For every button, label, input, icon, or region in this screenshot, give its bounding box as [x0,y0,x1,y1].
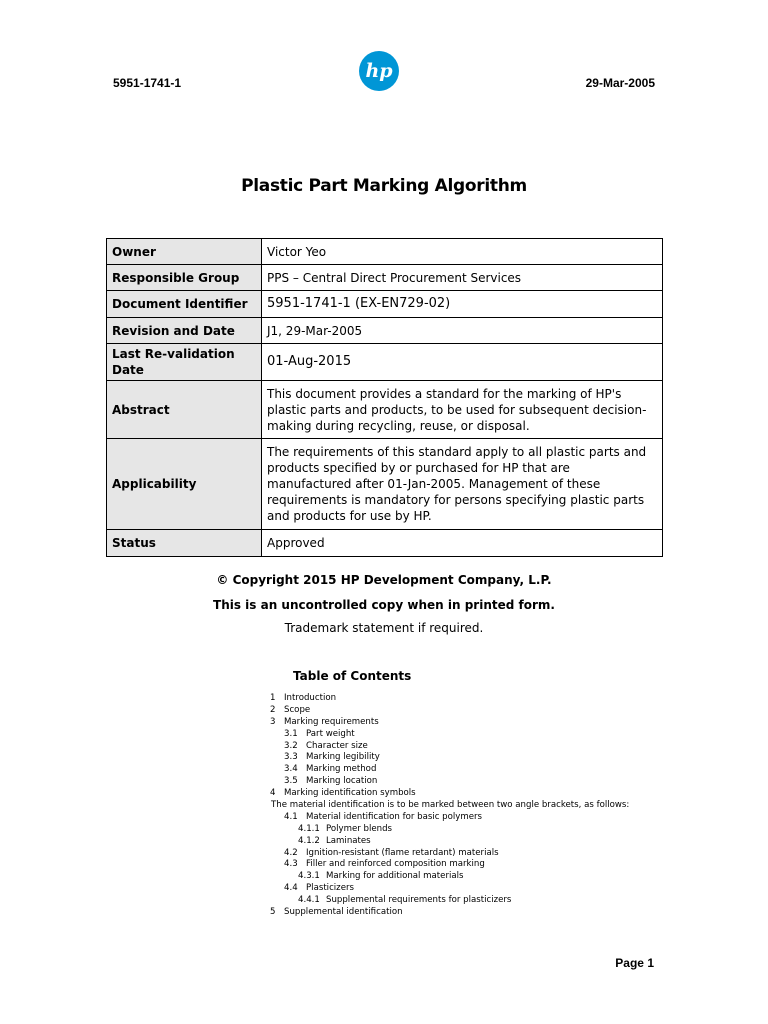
toc-item-number: 5 [270,907,276,918]
row-label: Abstract [107,381,262,439]
toc-item[interactable] [270,788,629,800]
toc-item[interactable] [270,729,629,741]
page-title: Plastic Part Marking Algorithm [241,176,527,196]
document-metadata-table [106,238,663,557]
table-row [107,265,663,291]
table-row [107,381,663,439]
toc-item[interactable] [270,859,629,871]
trademark-statement: Trademark statement if required. [284,621,484,635]
toc-title: Table of Contents [293,669,412,683]
row-label: Applicability [107,439,262,530]
table-row [107,291,663,318]
toc-item[interactable] [270,693,629,705]
toc-item-label: Supplemental requirements for plasticizers [326,895,512,906]
toc-item-label: Material identification for basic polymers [306,811,483,822]
toc-item-number: 4 [270,788,276,799]
row-value: Victor Yeo [262,239,663,265]
toc-item-number: 4.1.1 [298,823,320,834]
page-number: Page 1 [615,956,654,970]
row-value: 5951-1741-1 (EX-EN729-02) [262,291,663,318]
toc-item[interactable] [270,871,629,883]
document-date: 29-Mar-2005 [585,76,655,90]
toc-item[interactable] [270,717,629,729]
toc-item[interactable] [270,883,629,895]
row-value: 01-Aug-2015 [262,344,663,381]
toc-item[interactable] [270,836,629,848]
toc-item-number: 4.1 [284,811,298,822]
row-value: This document provides a standard for the marking of HP's plastic parts and products, to be used for subsequent decision-making during recycling, reuse, or disposal. [262,381,663,439]
toc-item[interactable] [270,800,629,812]
toc-item[interactable] [270,705,629,717]
toc-item-number: 3 [270,716,276,727]
toc-item[interactable] [270,776,629,788]
toc-item-label: Marking for additional materials [326,871,464,882]
row-label: Revision and Date [107,318,262,344]
table-row [107,239,663,265]
toc-item-number: 3.5 [284,776,298,787]
toc-item-number: 4.4.1 [298,895,320,906]
toc-item-label: Polymer blends [326,823,393,834]
toc-item-label: Scope [284,704,311,715]
table-row [107,344,663,381]
toc-item-number: 4.3 [284,859,298,870]
toc-item[interactable] [270,812,629,824]
toc-item-label: Laminates [326,835,371,846]
toc-item-label: Ignition-resistant (flame retardant) materials [306,847,499,858]
toc-item-label: Plasticizers [306,883,354,894]
toc-item-number: 4.2 [284,847,298,858]
toc-item-label: Marking location [306,776,378,787]
row-label: Responsible Group [107,265,262,291]
row-label: Owner [107,239,262,265]
toc-item-label: Filler and reinforced composition marking [306,859,485,870]
toc-item-number: 4.1.2 [298,835,320,846]
toc-item-number: 4.3.1 [298,871,320,882]
toc-item-number: 3.4 [284,764,298,775]
toc-item[interactable] [270,907,629,919]
table-row [107,530,663,557]
toc-item-number: 3.2 [284,740,298,751]
toc-item-number: 3.1 [284,728,298,739]
row-label: Document Identifier [107,291,262,318]
toc-item[interactable] [270,741,629,753]
toc-item[interactable] [270,848,629,860]
toc-item-label: Character size [306,740,368,751]
row-value: J1, 29-Mar-2005 [262,318,663,344]
table-of-contents [270,693,629,919]
toc-item-number: 2 [270,704,276,715]
toc-item-number: 4.4 [284,883,298,894]
row-label: Status [107,530,262,557]
toc-item-label: The material identification is to be marked between two angle brackets, as follows: [271,800,630,811]
toc-item-label: Marking identification symbols [284,788,416,799]
document-number: 5951-1741-1 [113,76,182,90]
toc-item-number: 1 [270,693,276,703]
row-value: PPS – Central Direct Procurement Services [262,265,663,291]
row-value: Approved [262,530,663,557]
toc-item[interactable] [270,824,629,836]
toc-item-label: Marking requirements [284,716,379,727]
toc-item-label: Supplemental identification [284,907,403,918]
row-value: The requirements of this standard apply to all plastic parts and products specified by or purchased for HP that are manufactured after 01-Jan-2005. Management of these requirements is mandatory for persons specifying plastic parts and products for use by HP. [262,439,663,530]
table-row [107,439,663,530]
toc-item[interactable] [270,752,629,764]
row-label: Last Re-validation Date [107,344,262,381]
hp-logo [358,50,400,92]
table-row [107,318,663,344]
toc-item-label: Marking legibility [306,752,380,763]
toc-item-label: Introduction [284,693,337,703]
uncontrolled-copy-notice: This is an uncontrolled copy when in printed form. [213,598,555,612]
hp-logo-text: hp [365,60,393,82]
toc-item-label: Marking method [306,764,377,775]
copyright-notice: © Copyright 2015 HP Development Company, L.P. [216,573,552,587]
toc-item-label: Part weight [306,728,355,739]
toc-item-number: 3.3 [284,752,298,763]
toc-item[interactable] [270,764,629,776]
toc-item[interactable] [270,895,629,907]
